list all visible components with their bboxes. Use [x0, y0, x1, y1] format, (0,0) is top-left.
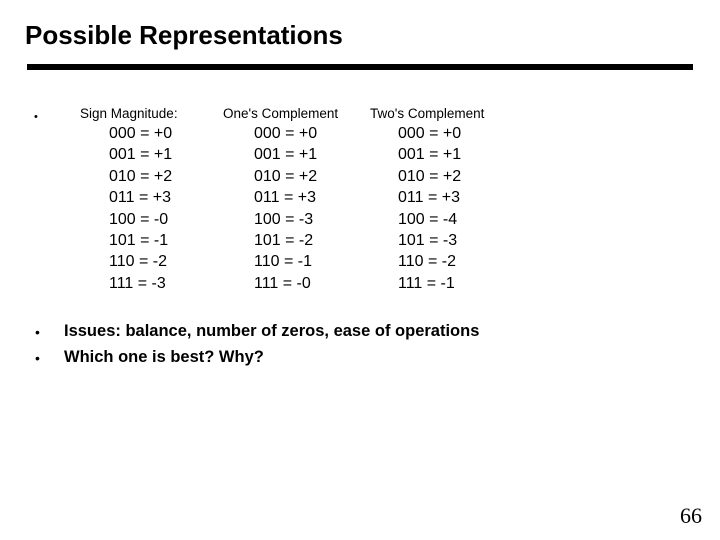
column-ones-complement — [254, 123, 317, 294]
sign-magnitude-row: 001 = +1 — [109, 146, 173, 164]
sign-magnitude-row: 111 = -3 — [109, 274, 166, 292]
column-twos-complement — [398, 123, 461, 294]
sign-magnitude-row: 100 = -0 — [109, 210, 169, 228]
twos-complement-row: 010 = +2 — [398, 167, 462, 185]
title-rule — [27, 64, 693, 70]
sign-magnitude-row: 101 = -1 — [109, 232, 169, 250]
bullet-question: • — [35, 350, 40, 366]
column-ones-complement-heading: One's Complement — [223, 106, 339, 121]
ones-complement-row: 111 = -0 — [254, 274, 311, 292]
sign-magnitude-row: 010 = +2 — [109, 167, 173, 185]
issues-line: Issues: balance, number of zeros, ease of operations — [64, 322, 480, 340]
twos-complement-row: 011 = +3 — [398, 189, 460, 207]
twos-complement-row: 110 = -2 — [398, 253, 456, 271]
ones-complement-row: 011 = +3 — [254, 189, 316, 207]
twos-complement-row: 000 = +0 — [398, 125, 462, 142]
twos-complement-row: 101 = -3 — [398, 232, 458, 250]
sign-magnitude-row: 000 = +0 — [109, 125, 173, 142]
ones-complement-row: 010 = +2 — [254, 167, 318, 185]
sign-magnitude-row: 011 = +3 — [109, 189, 171, 207]
ones-complement-row: 000 = +0 — [254, 125, 318, 142]
ones-complement-row: 001 = +1 — [254, 146, 318, 164]
column-sign-magnitude-heading: Sign Magnitude: — [80, 106, 178, 121]
bullet-issues: • — [35, 324, 40, 340]
slide-title: Possible Representations — [25, 20, 343, 50]
twos-complement-row: 100 = -4 — [398, 210, 458, 228]
ones-complement-row: 100 = -3 — [254, 210, 314, 228]
twos-complement-row: 001 = +1 — [398, 146, 462, 164]
column-twos-complement-heading: Two's Complement — [370, 106, 485, 121]
sign-magnitude-row: 110 = -2 — [109, 253, 167, 271]
column-sign-magnitude — [109, 123, 172, 294]
page-number: 66 — [680, 503, 702, 528]
ones-complement-row: 110 = -1 — [254, 253, 312, 271]
twos-complement-row: 111 = -1 — [398, 274, 455, 292]
ones-complement-row: 101 = -2 — [254, 232, 314, 250]
question-line: Which one is best? Why? — [64, 348, 264, 366]
bullet-representations: • — [34, 111, 38, 123]
